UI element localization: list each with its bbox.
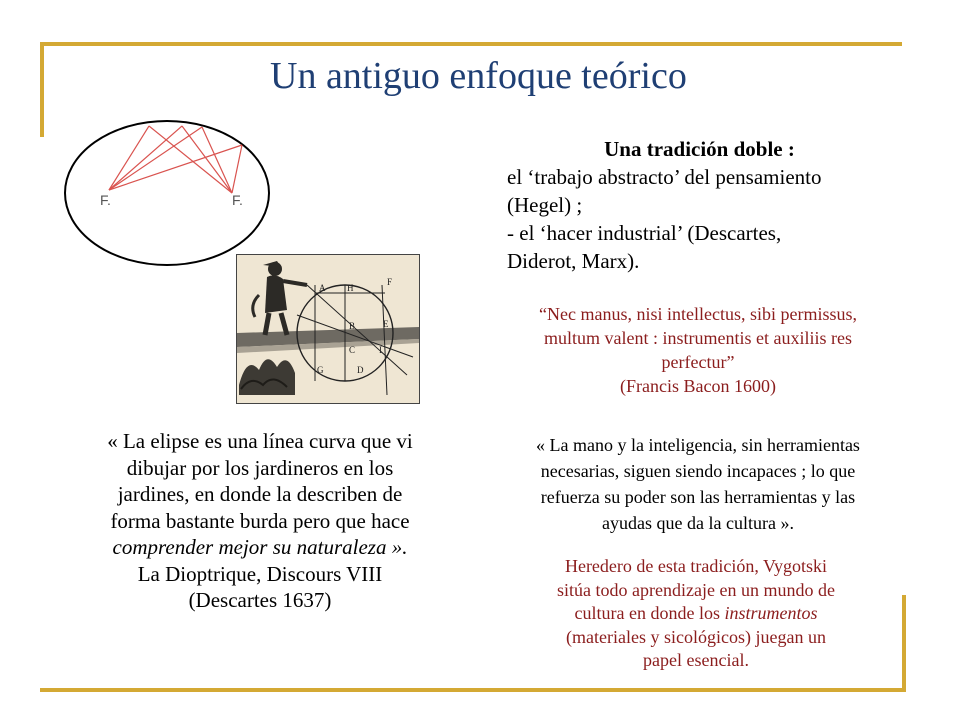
top-accent-line bbox=[40, 42, 902, 46]
vygotski-line bbox=[520, 602, 872, 626]
vygotski-line: (materiales y sicológicos) juegan un bbox=[566, 626, 826, 647]
quote-line: « La elipse es una línea curva que vi bbox=[107, 429, 413, 453]
focus-label-1: F. bbox=[100, 192, 111, 208]
gardener-engraving bbox=[236, 254, 420, 404]
mano-line: « La mano y la inteligencia, sin herramientas bbox=[536, 435, 860, 455]
bottom-accent-line bbox=[40, 688, 906, 692]
quote-source: La Dioptrique, Discours VIII bbox=[137, 561, 383, 586]
vygotski-emphasis: instrumentos bbox=[724, 603, 818, 623]
tradition-line: - el ‘hacer industrial’ (Descartes, bbox=[507, 221, 782, 245]
vygotski-note bbox=[520, 555, 872, 673]
tradition-line: (Hegel) ; bbox=[507, 193, 583, 217]
mano-quote bbox=[500, 432, 896, 536]
descartes-quote bbox=[70, 428, 450, 614]
engraving-letter-h: H bbox=[347, 283, 354, 293]
bacon-quote bbox=[500, 302, 896, 398]
quote-line: comprender mejor su naturaleza ». bbox=[112, 535, 408, 559]
quote-line: jardines, en donde la describen de bbox=[117, 482, 403, 506]
mano-line: refuerza su poder son las herramientas y las bbox=[540, 487, 856, 507]
engraving-letter-f: F bbox=[387, 277, 393, 287]
vygotski-line: sitúa todo aprendizaje en un mundo de bbox=[557, 579, 835, 600]
engraving-letter-i: I bbox=[379, 345, 382, 355]
engraving-letter-b: B bbox=[349, 321, 356, 331]
left-accent-line bbox=[40, 42, 44, 137]
focus-label-2: F. bbox=[232, 192, 243, 208]
right-accent-line bbox=[902, 595, 906, 692]
mano-line: necesarias, siguen siendo incapaces ; lo que bbox=[540, 461, 856, 481]
mano-line: ayudas que da la cultura ». bbox=[602, 513, 794, 533]
vygotski-line: Heredero de esta tradición, Vygotski bbox=[564, 556, 828, 576]
engraving-letter-c: C bbox=[349, 345, 356, 355]
ellipse-diagram bbox=[62, 118, 272, 273]
bacon-attribution: (Francis Bacon 1600) bbox=[620, 376, 776, 396]
quote-line: forma bastante burda pero que hace bbox=[110, 508, 410, 533]
bacon-line: perfectur” bbox=[661, 352, 735, 372]
slide-title: Un antiguo enfoque teórico bbox=[270, 55, 687, 97]
engraving-letter-e: E bbox=[383, 319, 389, 329]
bacon-line: “Nec manus, nisi intellectus, sibi permissus, bbox=[539, 304, 857, 324]
tradition-line: el ‘trabajo abstracto’ del pensamiento bbox=[507, 165, 822, 189]
vygotski-text: cultura en donde los bbox=[574, 603, 725, 623]
tradition-heading: Una tradición doble : bbox=[604, 137, 795, 161]
vygotski-line: papel esencial. bbox=[643, 650, 749, 670]
tradition-block bbox=[507, 135, 882, 275]
tradition-line: Diderot, Marx). bbox=[507, 249, 640, 273]
quote-line: dibujar por los jardineros en los bbox=[126, 455, 394, 480]
engraving-letter-g: G bbox=[317, 365, 324, 375]
bacon-line: multum valent : instrumentis et auxiliis res bbox=[544, 328, 852, 348]
engraving-letter-a: A bbox=[319, 283, 326, 293]
quote-author: (Descartes 1637) bbox=[188, 588, 332, 612]
engraving-letter-d: D bbox=[357, 365, 364, 375]
